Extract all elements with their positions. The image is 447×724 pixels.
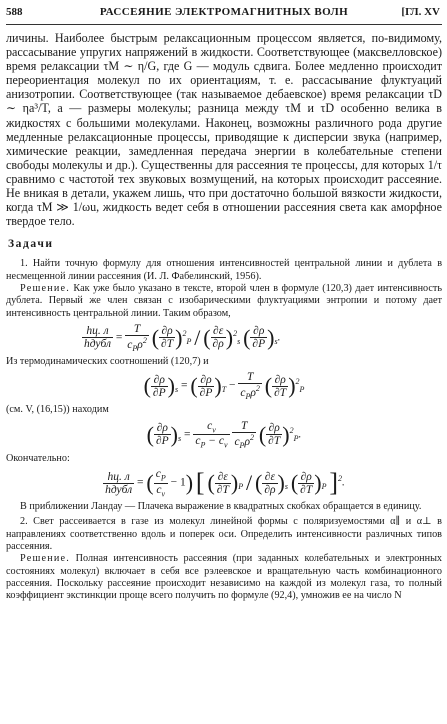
main-paragraph [6, 31, 442, 228]
reference-text: (см. V, (16,15)) находим [6, 404, 109, 416]
page-number: 588 [6, 6, 23, 18]
thermo-intro: Из термодинамических соотношений (120,7) и [6, 355, 209, 367]
final-ratio-numerator: hц. л [103, 471, 134, 484]
problem-1-statement: 1. Найти точную формулу для отношения интенсивностей центральной линии и дублета в несмещенной линии рассеяния (И. Л. Фабелинский, 1956). [6, 258, 442, 282]
equation-thermo: ( $\frac{\partial\rho}{\partial P}$ )$_s$ = ( $\frac{\partial\rho}{\partial P}$ )$_T$ − $\frac{T}{c_P\rho^2}$ ( $\frac{\partial\rho}{\partial T}$ )$^2_P$ [143, 371, 305, 402]
landau-note: В приближении Ландау — Плачека выражение в квадратных скобках обращается в единицу. [20, 501, 422, 513]
equation-cv: ( $\frac{\partial\rho}{\partial P}$ )$_s$ = $\frac{c_v}{c_P - c_v}$ $\frac{T}{c_P\rho^2}$ ( $\frac{\partial\rho}{\partial T}$ )$^2_P$. [146, 419, 302, 450]
header-rule [6, 24, 442, 25]
page-header [6, 4, 442, 20]
problem-2-solution [6, 553, 442, 602]
solution-2-text: Полная интенсивность рассеяния (при заданных колебательных и электронных состояниях молекул) включает в себя все рэлеевское и вращательную часть комбинационного рассеяния. Поскольку рассеяние происходит независимо на каждой из молекул газа, то полный коэффициент экстинкции проще всего получить по формуле (92,4), умножив ее на число N [6, 553, 442, 602]
problem-1-solution [6, 283, 442, 320]
running-title: РАССЕЯНИЕ ЭЛЕКТРОМАГНИТНЫХ ВОЛН [99, 6, 349, 18]
book-page [6, 4, 442, 720]
equation-final: $\frac{hц. л}{\text{hдубл}}$ = ( $\frac{c_P}{c_v}$ − 1) [ ( $\frac{\partial\varepsilon}{\partial T}$ )$_P$ / ( $\frac{\partial\varepsilon}{\partial\rho}$ )$_s$ ( $\frac{\partial\rho}{\partial T}$ )$_P$ ]$^2$. [105, 468, 345, 498]
solution-label: Решение. [20, 282, 70, 294]
problem-2-statement: 2. Свет рассеивается в газе из молекул линейной формы с поляризуемостями α∥ и α⊥ в направлениях соответственно вдоль и поперек оси. Определить интенсивности различных типов рассеяния. [6, 516, 442, 552]
ratio-fraction [82, 325, 113, 350]
chapter-label: [ГЛ. XV [401, 6, 440, 18]
equation-ratio-1: $\frac{hц. л}{\text{hдубл}}$ = $\frac{T}{c_P\rho^2}$ ( $\frac{\partial\rho}{\partial T}$ )$^2_P$ / ( $\frac{\partial\varepsilon}{\partial\rho}$ )$^2_s$ ( $\frac{\partial\rho}{\partial P}$ )$_s$. [84, 322, 281, 353]
section-title: Задачи [8, 238, 54, 251]
solution-2-label: Решение. [20, 553, 70, 565]
final-label: Окончательно: [6, 452, 70, 464]
solution-text: Как уже было указано в тексте, второй член в формуле (120,3) дает интенсивность дублета. Первый же член связан с изобарическими флуктуациями энтропии и потому дает интенсивность центральной линии. Таким образом, [6, 282, 442, 319]
main-text-part-2: M ∼ η/G, где G — модуль сдвига. Более медленно происходит переориентация молекул по их ориентациям, т. е. рассасывание флуктуаций анизотропии. Соответствующее (так называемое дебаевское) время релаксации τD ∼ ηa³/T, a — размеры молекулы; разница между τM и τD особенно велика в жидкостях с большими молекулами. Наконец, возможны различного рода другие медленные релаксационные процессы, приводящие к дисперсии звука (например, химические реакции, замедленная передача энергии в колебательные степени свободы молекулы и др.). Существенны для рассеяния те процессы, для которых 1/τ сравнимо с частотой тех звуковых возмущений, на которых происходит рассеяние. Не вникая в детали, укажем лишь, что при достаточно большой вязкости жидкости, когда τM ≫ 1/ωu, жидкость ведет себя в отношении рассеяния света как аморфное твердое тело. [6, 59, 442, 229]
ratio-denominator: hдубл [84, 338, 112, 351]
ratio-numerator: hц. л [82, 325, 113, 338]
main-text-part-1: личины. Наиболее быстрым релаксационным процессом является, по-видимому, рассасывание упругих напряжений в жидкости. Соответствующее (максвелловское) время релаксации τ [6, 31, 442, 74]
final-ratio-denominator: hдубл [105, 483, 133, 496]
